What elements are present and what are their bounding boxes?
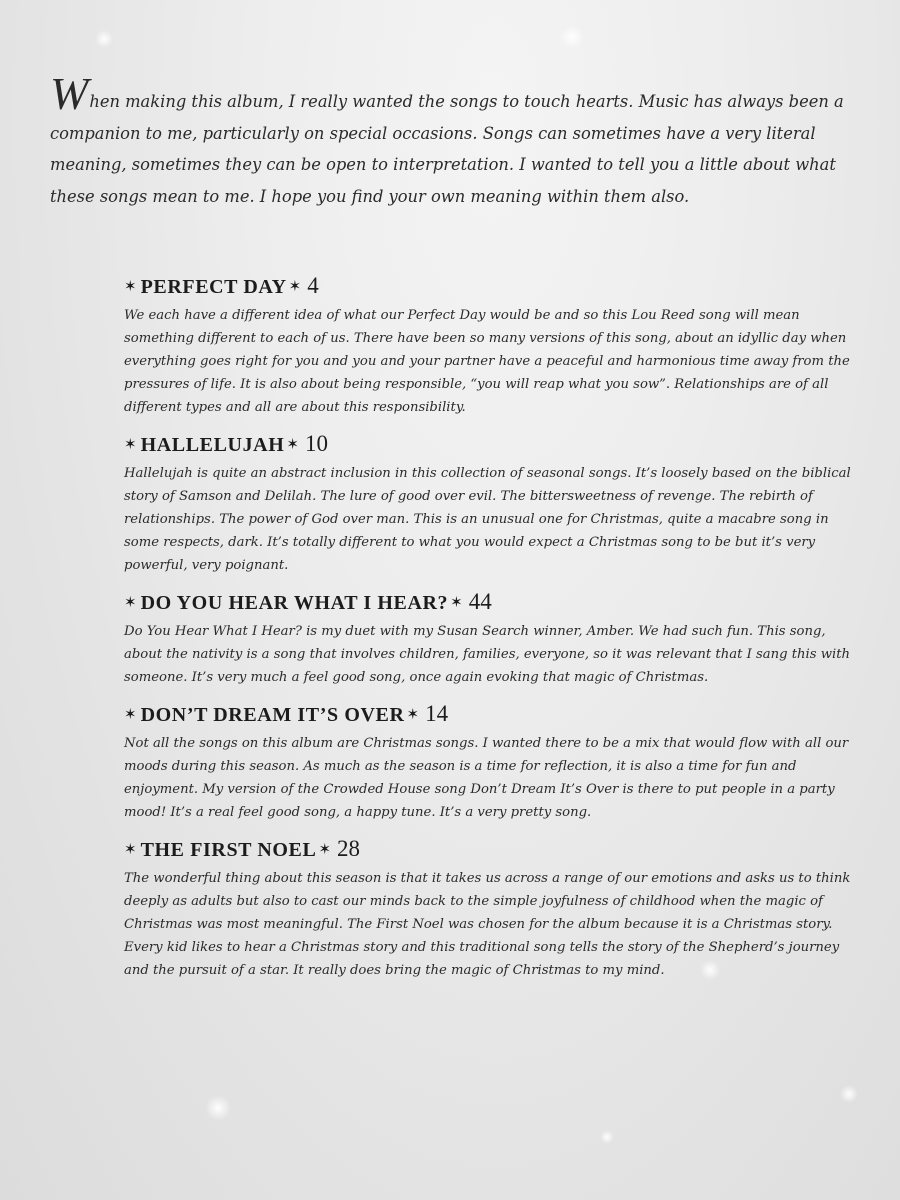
star-icon: ✶ bbox=[124, 435, 137, 453]
song-entry-hallelujah bbox=[124, 426, 859, 577]
star-icon: ✶ bbox=[124, 593, 137, 611]
intro-text: hen making this album, I really wanted the songs to touch hearts. Music has always been a companion to me, particularly on special occasions. Songs can sometimes have a very literal meaning, sometimes they can be open to interpretation. I wanted to tell you a little about what these songs mean to me. I hope you find your own meaning within them also. bbox=[50, 92, 844, 206]
song-heading bbox=[124, 696, 859, 732]
song-entry-the-first-noel bbox=[124, 831, 859, 982]
song-list bbox=[124, 268, 859, 989]
star-icon: ✶ bbox=[318, 840, 332, 858]
song-heading bbox=[124, 831, 859, 867]
song-description: The wonderful thing about this season is that it takes us across a range of our emotions and asks us to think deeply as adults but also to cast our minds back to the simple joyfulness of childhood when the magic of Christmas was most meaningful. The First Noel was chosen for the album because it is a Christmas story. Every kid likes to hear a Christmas story and this traditional song tells the story of the Shepherd’s journey and the pursuit of a star. It really does bring the magic of Christmas to my mind. bbox=[124, 871, 851, 978]
song-entry-dont-dream-its-over bbox=[124, 696, 859, 824]
star-icon: ✶ bbox=[288, 277, 302, 295]
song-page-number: 28 bbox=[337, 836, 361, 861]
song-title: HALLELUJAH bbox=[140, 434, 285, 456]
song-description: Hallelujah is quite an abstract inclusion in this collection of seasonal songs. It’s loosely based on the biblical story of Samson and Delilah. The lure of good over evil. The bittersweetness of revenge. The rebirth of relationships. The power of God over man. This is an unusual one for Christmas, quite a macabre song in some respects, dark. It’s totally different to what you would expect a Christmas song to be but it’s very powerful, very poignant. bbox=[124, 466, 851, 573]
song-entry-do-you-hear-what-i-hear bbox=[124, 584, 859, 689]
song-page-number: 4 bbox=[307, 273, 319, 298]
intro-paragraph bbox=[50, 68, 860, 212]
song-entry-perfect-day bbox=[124, 268, 859, 419]
song-heading bbox=[124, 268, 859, 304]
intro-dropcap: W bbox=[50, 68, 89, 119]
song-title: PERFECT DAY bbox=[140, 276, 287, 298]
star-icon: ✶ bbox=[124, 705, 137, 723]
star-icon: ✶ bbox=[124, 840, 137, 858]
star-icon: ✶ bbox=[450, 593, 463, 611]
song-page-number: 44 bbox=[468, 589, 492, 614]
song-title: THE FIRST NOEL bbox=[140, 839, 317, 861]
song-description: We each have a different idea of what our Perfect Day would be and so this Lou Reed song will mean something different to each of us. There have been so many versions of this song, about an idyllic day when everything goes right for you and you and your partner have a peaceful and harmonious time away from the pressures of life. It is also about being responsible, “you will reap what you sow”. Relationships are of all different types and all are about this responsibility. bbox=[124, 308, 850, 415]
song-heading bbox=[124, 584, 859, 620]
song-description: Not all the songs on this album are Christmas songs. I wanted there to be a mix that would flow with all our moods during this season. As much as the season is a time for reflection, it is also a time for fun and enjoyment. My version of the Crowded House song Don’t Dream It’s Over is there to put people in a party mood! It’s a real feel good song, a happy tune. It’s a very pretty song. bbox=[124, 736, 849, 820]
star-icon: ✶ bbox=[124, 277, 137, 295]
song-description: Do You Hear What I Hear? is my duet with my Susan Search winner, Amber. We had such fun. This song, about the nativity is a song that involves children, families, everyone, so it was relevant that I sang this with someone. It’s very much a feel good song, once again evoking that magic of Christmas. bbox=[124, 624, 850, 685]
song-page-number: 14 bbox=[425, 701, 449, 726]
song-heading bbox=[124, 426, 859, 462]
song-title: DO YOU HEAR WHAT I HEAR? bbox=[140, 592, 449, 614]
song-title: DON’T DREAM IT’S OVER bbox=[140, 704, 405, 726]
star-icon: ✶ bbox=[406, 705, 420, 723]
star-icon: ✶ bbox=[286, 435, 299, 453]
song-page-number: 10 bbox=[304, 431, 328, 456]
